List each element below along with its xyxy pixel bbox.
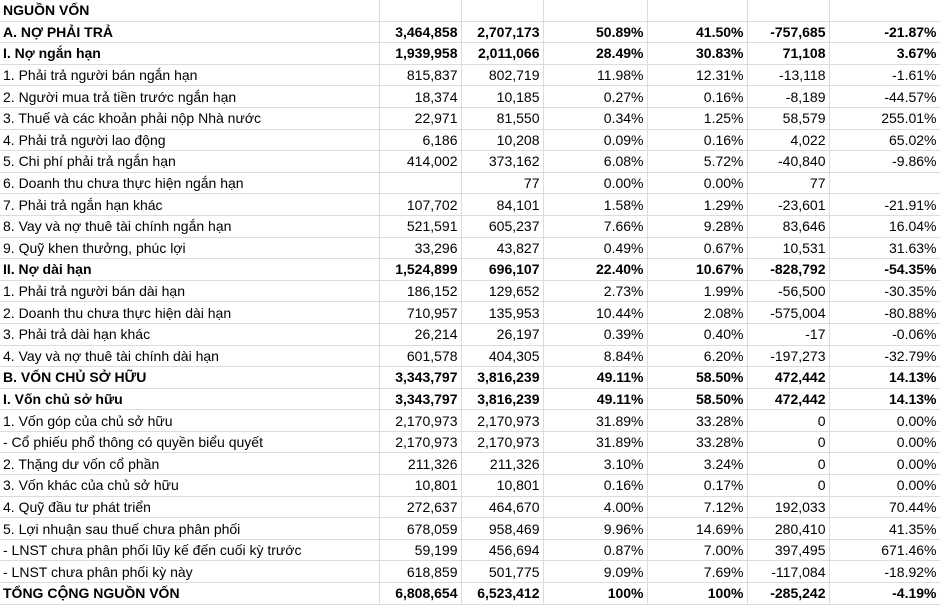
change-percent-cell[interactable]: -1.61% (829, 64, 940, 86)
table-row (0, 431, 940, 453)
value-current-cell[interactable]: 84,101 (461, 194, 543, 216)
empty-cell[interactable] (747, 0, 829, 21)
change-percent-cell[interactable]: -4.19% (829, 583, 940, 605)
row-label-cell[interactable]: TỔNG CỘNG NGUỒN VỐN (0, 583, 379, 605)
share-current-cell[interactable]: 9.28% (647, 215, 747, 237)
change-percent-cell[interactable]: 14.13% (829, 388, 940, 410)
value-current-cell[interactable]: 696,107 (461, 259, 543, 281)
share-current-cell[interactable]: 10.67% (647, 259, 747, 281)
change-amount-cell[interactable]: -197,273 (747, 345, 829, 367)
change-percent-cell[interactable]: 65.02% (829, 129, 940, 151)
value-prior-cell[interactable]: 2,170,973 (379, 410, 461, 432)
row-label-cell[interactable]: 1. Phải trả người bán ngắn hạn (0, 64, 379, 86)
title-row (0, 0, 940, 21)
share-current-cell[interactable]: 0.16% (647, 129, 747, 151)
value-prior-cell[interactable]: 3,464,858 (379, 21, 461, 43)
share-current-cell[interactable]: 12.31% (647, 64, 747, 86)
table-row (0, 561, 940, 583)
change-amount-cell[interactable]: -17 (747, 323, 829, 345)
change-percent-cell[interactable]: -18.92% (829, 561, 940, 583)
share-current-cell[interactable]: 14.69% (647, 518, 747, 540)
share-prior-cell[interactable]: 0.34% (543, 107, 647, 129)
value-current-cell[interactable]: 2,707,173 (461, 21, 543, 43)
value-current-cell[interactable]: 10,801 (461, 475, 543, 497)
change-percent-cell[interactable]: -30.35% (829, 280, 940, 302)
change-percent-cell[interactable]: 70.44% (829, 496, 940, 518)
change-percent-cell[interactable]: -21.91% (829, 194, 940, 216)
value-current-cell[interactable]: 135,953 (461, 302, 543, 324)
share-current-cell[interactable]: 33.28% (647, 410, 747, 432)
change-amount-cell[interactable]: -8,189 (747, 86, 829, 108)
change-percent-cell[interactable]: 0.00% (829, 475, 940, 497)
row-label-cell[interactable]: 2. Doanh thu chưa thực hiện dài hạn (0, 302, 379, 324)
share-current-cell[interactable]: 7.12% (647, 496, 747, 518)
change-amount-cell[interactable]: -117,084 (747, 561, 829, 583)
change-amount-cell[interactable]: 77 (747, 172, 829, 194)
row-label-cell[interactable]: 4. Phải trả người lao động (0, 129, 379, 151)
row-label-cell[interactable]: 5. Lợi nhuận sau thuế chưa phân phối (0, 518, 379, 540)
row-label-cell[interactable]: 5. Chi phí phải trả ngắn hạn (0, 151, 379, 173)
table-row (0, 21, 940, 43)
change-amount-cell[interactable]: -13,118 (747, 64, 829, 86)
share-prior-cell[interactable]: 0.39% (543, 323, 647, 345)
table-row (0, 129, 940, 151)
share-current-cell[interactable]: 2.08% (647, 302, 747, 324)
empty-cell[interactable] (829, 0, 940, 21)
change-amount-cell[interactable]: 0 (747, 453, 829, 475)
table-row (0, 64, 940, 86)
value-current-cell[interactable]: 958,469 (461, 518, 543, 540)
table-row (0, 323, 940, 345)
value-current-cell[interactable]: 6,523,412 (461, 583, 543, 605)
table-row (0, 107, 940, 129)
row-label-cell[interactable]: 3. Phải trả dài hạn khác (0, 323, 379, 345)
change-amount-cell[interactable]: 0 (747, 475, 829, 497)
value-current-cell[interactable]: 77 (461, 172, 543, 194)
value-prior-cell[interactable]: 618,859 (379, 561, 461, 583)
table-row (0, 194, 940, 216)
value-prior-cell[interactable]: 211,326 (379, 453, 461, 475)
change-percent-cell[interactable]: -54.35% (829, 259, 940, 281)
change-percent-cell[interactable]: 0.00% (829, 453, 940, 475)
share-prior-cell[interactable]: 31.89% (543, 410, 647, 432)
change-amount-cell[interactable]: 0 (747, 431, 829, 453)
share-prior-cell[interactable]: 0.27% (543, 86, 647, 108)
value-prior-cell[interactable]: 3,343,797 (379, 367, 461, 389)
table-row (0, 280, 940, 302)
value-current-cell[interactable]: 3,816,239 (461, 388, 543, 410)
row-label-cell[interactable]: 7. Phải trả ngắn hạn khác (0, 194, 379, 216)
table-row (0, 345, 940, 367)
value-current-cell[interactable]: 81,550 (461, 107, 543, 129)
table-row (0, 410, 940, 432)
share-prior-cell[interactable]: 6.08% (543, 151, 647, 173)
table-row (0, 86, 940, 108)
share-current-cell[interactable]: 1.29% (647, 194, 747, 216)
change-percent-cell[interactable]: -80.88% (829, 302, 940, 324)
change-percent-cell[interactable]: -21.87% (829, 21, 940, 43)
change-percent-cell[interactable]: 255.01% (829, 107, 940, 129)
share-current-cell[interactable]: 0.00% (647, 172, 747, 194)
share-prior-cell[interactable]: 0.00% (543, 172, 647, 194)
value-prior-cell[interactable]: 601,578 (379, 345, 461, 367)
value-prior-cell[interactable]: 22,971 (379, 107, 461, 129)
share-prior-cell[interactable]: 49.11% (543, 367, 647, 389)
change-percent-cell[interactable]: 31.63% (829, 237, 940, 259)
change-amount-cell[interactable]: 71,108 (747, 43, 829, 65)
share-current-cell[interactable]: 0.67% (647, 237, 747, 259)
row-label-cell[interactable]: - LNST chưa phân phối kỳ này (0, 561, 379, 583)
value-prior-cell[interactable]: 186,152 (379, 280, 461, 302)
row-label-cell[interactable]: 2. Thặng dư vốn cổ phần (0, 453, 379, 475)
table-row (0, 583, 940, 605)
empty-cell[interactable] (543, 0, 647, 21)
value-prior-cell[interactable]: 33,296 (379, 237, 461, 259)
change-percent-cell[interactable]: 3.67% (829, 43, 940, 65)
share-prior-cell[interactable]: 0.09% (543, 129, 647, 151)
row-label-cell[interactable]: I. Nợ ngắn hạn (0, 43, 379, 65)
share-current-cell[interactable]: 33.28% (647, 431, 747, 453)
share-prior-cell[interactable]: 9.09% (543, 561, 647, 583)
value-current-cell[interactable]: 3,816,239 (461, 367, 543, 389)
change-amount-cell[interactable]: -40,840 (747, 151, 829, 173)
value-prior-cell[interactable]: 1,524,899 (379, 259, 461, 281)
share-current-cell[interactable]: 41.50% (647, 21, 747, 43)
row-label-cell[interactable]: - Cổ phiếu phổ thông có quyền biểu quyết (0, 431, 379, 453)
row-label-cell[interactable]: I. Vốn chủ sở hữu (0, 388, 379, 410)
value-prior-cell[interactable]: 710,957 (379, 302, 461, 324)
table-row (0, 302, 940, 324)
value-prior-cell[interactable]: 2,170,973 (379, 431, 461, 453)
table-row (0, 475, 940, 497)
change-percent-cell[interactable]: 16.04% (829, 215, 940, 237)
change-percent-cell[interactable]: 0.00% (829, 431, 940, 453)
table-row (0, 367, 940, 389)
row-label-cell[interactable]: 4. Vay và nợ thuê tài chính dài hạn (0, 345, 379, 367)
change-percent-cell[interactable]: -32.79% (829, 345, 940, 367)
share-prior-cell[interactable]: 0.16% (543, 475, 647, 497)
change-percent-cell[interactable] (829, 172, 940, 194)
share-prior-cell[interactable]: 1.58% (543, 194, 647, 216)
share-current-cell[interactable]: 100% (647, 583, 747, 605)
change-amount-cell[interactable]: 397,495 (747, 539, 829, 561)
row-label-cell[interactable]: 3. Thuế và các khoản phải nộp Nhà nước (0, 107, 379, 129)
value-current-cell[interactable]: 211,326 (461, 453, 543, 475)
row-label-cell[interactable]: A. NỢ PHẢI TRẢ (0, 21, 379, 43)
value-prior-cell[interactable]: 6,808,654 (379, 583, 461, 605)
value-current-cell[interactable]: 2,011,066 (461, 43, 543, 65)
share-current-cell[interactable]: 58.50% (647, 388, 747, 410)
share-current-cell[interactable]: 6.20% (647, 345, 747, 367)
value-prior-cell[interactable]: 521,591 (379, 215, 461, 237)
table-row (0, 237, 940, 259)
value-current-cell[interactable]: 802,719 (461, 64, 543, 86)
value-prior-cell[interactable]: 26,214 (379, 323, 461, 345)
share-prior-cell[interactable]: 10.44% (543, 302, 647, 324)
change-amount-cell[interactable]: -757,685 (747, 21, 829, 43)
share-prior-cell[interactable]: 100% (543, 583, 647, 605)
share-prior-cell[interactable]: 11.98% (543, 64, 647, 86)
row-label-cell[interactable]: II. Nợ dài hạn (0, 259, 379, 281)
share-current-cell[interactable]: 5.72% (647, 151, 747, 173)
change-amount-cell[interactable]: 192,033 (747, 496, 829, 518)
value-current-cell[interactable]: 129,652 (461, 280, 543, 302)
table-row (0, 388, 940, 410)
share-prior-cell[interactable]: 0.87% (543, 539, 647, 561)
change-amount-cell[interactable]: -575,004 (747, 302, 829, 324)
share-prior-cell[interactable]: 22.40% (543, 259, 647, 281)
value-prior-cell[interactable]: 10,801 (379, 475, 461, 497)
value-current-cell[interactable]: 456,694 (461, 539, 543, 561)
table-row (0, 539, 940, 561)
table-row (0, 518, 940, 540)
share-prior-cell[interactable]: 31.89% (543, 431, 647, 453)
row-label-cell[interactable]: 3. Vốn khác của chủ sở hữu (0, 475, 379, 497)
change-amount-cell[interactable]: 280,410 (747, 518, 829, 540)
table-row (0, 259, 940, 281)
empty-cell[interactable] (379, 0, 461, 21)
table-row (0, 151, 940, 173)
value-prior-cell[interactable]: 18,374 (379, 86, 461, 108)
value-prior-cell[interactable]: 272,637 (379, 496, 461, 518)
share-prior-cell[interactable]: 28.49% (543, 43, 647, 65)
value-current-cell[interactable]: 404,305 (461, 345, 543, 367)
change-amount-cell[interactable]: 472,442 (747, 388, 829, 410)
share-current-cell[interactable]: 30.83% (647, 43, 747, 65)
share-current-cell[interactable]: 7.00% (647, 539, 747, 561)
share-prior-cell[interactable]: 9.96% (543, 518, 647, 540)
sheet-title[interactable]: NGUỒN VỐN (0, 0, 379, 21)
value-current-cell[interactable]: 10,185 (461, 86, 543, 108)
row-label-cell[interactable]: 8. Vay và nợ thuê tài chính ngắn hạn (0, 215, 379, 237)
row-label-cell[interactable]: 1. Phải trả người bán dài hạn (0, 280, 379, 302)
share-current-cell[interactable]: 0.40% (647, 323, 747, 345)
value-current-cell[interactable]: 373,162 (461, 151, 543, 173)
table-row (0, 172, 940, 194)
share-prior-cell[interactable]: 8.84% (543, 345, 647, 367)
change-amount-cell[interactable]: -56,500 (747, 280, 829, 302)
value-prior-cell[interactable]: 6,186 (379, 129, 461, 151)
value-current-cell[interactable]: 501,775 (461, 561, 543, 583)
row-label-cell[interactable]: 1. Vốn góp của chủ sở hữu (0, 410, 379, 432)
share-current-cell[interactable]: 1.99% (647, 280, 747, 302)
value-current-cell[interactable]: 10,208 (461, 129, 543, 151)
change-percent-cell[interactable]: 671.46% (829, 539, 940, 561)
share-current-cell[interactable]: 0.16% (647, 86, 747, 108)
share-prior-cell[interactable]: 7.66% (543, 215, 647, 237)
share-prior-cell[interactable]: 3.10% (543, 453, 647, 475)
value-prior-cell[interactable] (379, 172, 461, 194)
change-percent-cell[interactable]: 14.13% (829, 367, 940, 389)
empty-cell[interactable] (461, 0, 543, 21)
row-label-cell[interactable]: B. VỐN CHỦ SỞ HỮU (0, 367, 379, 389)
change-amount-cell[interactable]: 83,646 (747, 215, 829, 237)
value-prior-cell[interactable]: 107,702 (379, 194, 461, 216)
table-row (0, 453, 940, 475)
value-prior-cell[interactable]: 59,199 (379, 539, 461, 561)
share-prior-cell[interactable]: 0.49% (543, 237, 647, 259)
value-current-cell[interactable]: 2,170,973 (461, 431, 543, 453)
share-current-cell[interactable]: 1.25% (647, 107, 747, 129)
change-amount-cell[interactable]: 58,579 (747, 107, 829, 129)
change-amount-cell[interactable]: -828,792 (747, 259, 829, 281)
table-row (0, 43, 940, 65)
row-label-cell[interactable]: 9. Quỹ khen thưởng, phúc lợi (0, 237, 379, 259)
change-amount-cell[interactable]: -285,242 (747, 583, 829, 605)
share-prior-cell[interactable]: 50.89% (543, 21, 647, 43)
change-percent-cell[interactable]: 0.00% (829, 410, 940, 432)
change-amount-cell[interactable]: 472,442 (747, 367, 829, 389)
change-amount-cell[interactable]: -23,601 (747, 194, 829, 216)
row-label-cell[interactable]: 6. Doanh thu chưa thực hiện ngắn hạn (0, 172, 379, 194)
table-row (0, 215, 940, 237)
share-current-cell[interactable]: 7.69% (647, 561, 747, 583)
row-label-cell[interactable]: 2. Người mua trả tiền trước ngắn hạn (0, 86, 379, 108)
value-current-cell[interactable]: 26,197 (461, 323, 543, 345)
row-label-cell[interactable]: - LNST chưa phân phối lũy kế đến cuối kỳ trước (0, 539, 379, 561)
change-percent-cell[interactable]: -9.86% (829, 151, 940, 173)
change-percent-cell[interactable]: 41.35% (829, 518, 940, 540)
value-prior-cell[interactable]: 815,837 (379, 64, 461, 86)
change-percent-cell[interactable]: -44.57% (829, 86, 940, 108)
row-label-cell[interactable]: 4. Quỹ đầu tư phát triển (0, 496, 379, 518)
change-amount-cell[interactable]: 10,531 (747, 237, 829, 259)
change-percent-cell[interactable]: -0.06% (829, 323, 940, 345)
empty-cell[interactable] (647, 0, 747, 21)
value-prior-cell[interactable]: 1,939,958 (379, 43, 461, 65)
share-prior-cell[interactable]: 49.11% (543, 388, 647, 410)
value-prior-cell[interactable]: 414,002 (379, 151, 461, 173)
share-current-cell[interactable]: 0.17% (647, 475, 747, 497)
value-current-cell[interactable]: 43,827 (461, 237, 543, 259)
value-current-cell[interactable]: 464,670 (461, 496, 543, 518)
table-row (0, 496, 940, 518)
share-current-cell[interactable]: 58.50% (647, 367, 747, 389)
value-current-cell[interactable]: 2,170,973 (461, 410, 543, 432)
value-current-cell[interactable]: 605,237 (461, 215, 543, 237)
change-amount-cell[interactable]: 0 (747, 410, 829, 432)
share-prior-cell[interactable]: 2.73% (543, 280, 647, 302)
value-prior-cell[interactable]: 3,343,797 (379, 388, 461, 410)
change-amount-cell[interactable]: 4,022 (747, 129, 829, 151)
share-current-cell[interactable]: 3.24% (647, 453, 747, 475)
value-prior-cell[interactable]: 678,059 (379, 518, 461, 540)
share-prior-cell[interactable]: 4.00% (543, 496, 647, 518)
